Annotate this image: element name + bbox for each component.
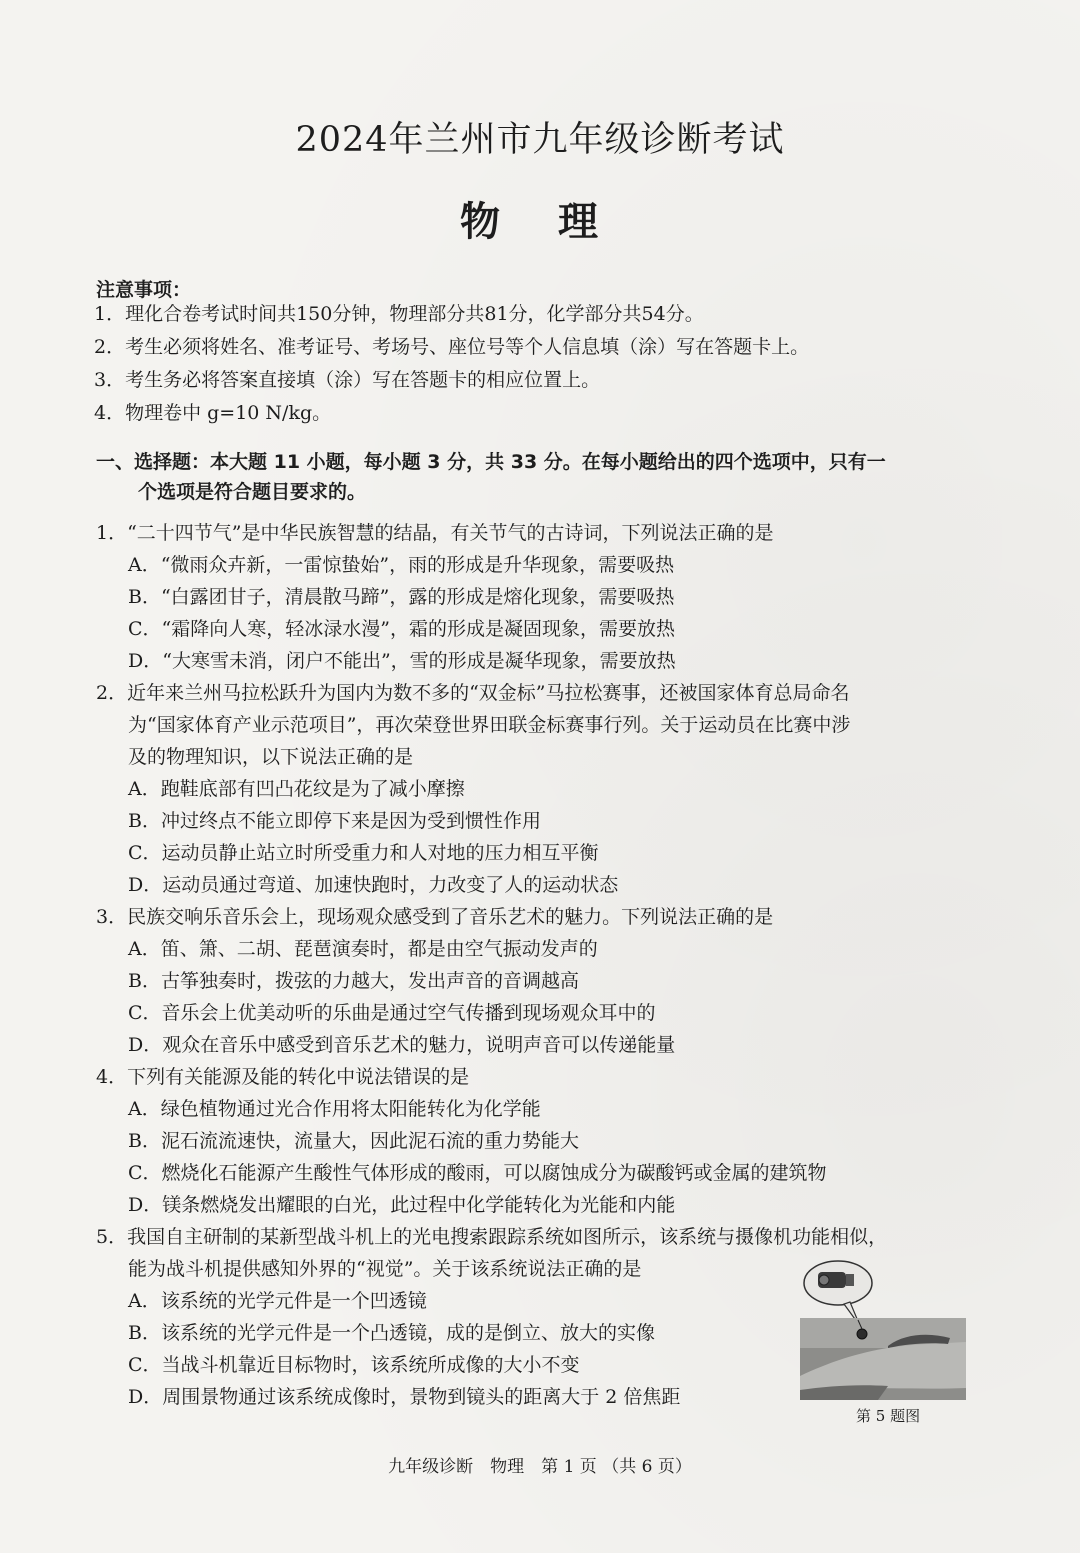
- section-heading-line: 一、选择题：本大题 11 小题，每小题 3 分，共 33 分。在每小题给出的四个选项中，只有一: [96, 451, 886, 473]
- question-4-option-d: D．镁条燃烧发出耀眼的白光，此过程中化学能转化为光能和内能: [128, 1194, 676, 1216]
- question-4-option-c: C．燃烧化石能源产生酸性气体形成的酸雨，可以腐蚀成分为碳酸钙或金属的建筑物: [128, 1162, 827, 1184]
- sensor-mount-icon: [857, 1329, 867, 1339]
- question-5-option-d: D．周围景物通过该系统成像时，景物到镜头的距离大于 2 倍焦距: [128, 1386, 681, 1408]
- question-4-option-a: A．绿色植物通过光合作用将太阳能转化为化学能: [128, 1098, 541, 1120]
- notice-item: 1．理化合卷考试时间共150分钟，物理部分共81分，化学部分共54分。: [94, 303, 704, 325]
- notice-item: 4．物理卷中 g=10 N/kg。: [94, 402, 332, 424]
- figure-caption: 第 5 题图: [856, 1407, 921, 1425]
- question-5-stem: 5．我国自主研制的某新型战斗机上的光电搜索跟踪系统如图所示，该系统与摄像机功能相似，: [96, 1226, 888, 1248]
- question-3-option-b: B．古筝独奏时，拨弦的力越大，发出声音的音调越高: [128, 970, 579, 992]
- section-heading: [96, 447, 996, 507]
- subject-title: 物 理: [460, 199, 620, 245]
- question-2-option-d: D．运动员通过弯道、加速快跑时，力改变了人的运动状态: [128, 874, 619, 896]
- question-1-option-c: C．“霜降向人寒，轻冰渌水漫”，霜的形成是凝固现象，需要放热: [128, 618, 675, 640]
- question-2-stem: 2．近年来兰州马拉松跃升为国内为数不多的“双金标”马拉松赛事，还被国家体育总局命名: [96, 682, 850, 704]
- notice-item: 3．考生务必将答案直接填（涂）写在答题卡的相应位置上。: [94, 369, 601, 391]
- question-4-stem: 4．下列有关能源及能的转化中说法错误的是: [96, 1066, 470, 1088]
- page-footer: 九年级诊断 物理 第 1 页 （共 6 页）: [388, 1457, 692, 1477]
- question-3-option-c: C．音乐会上优美动听的乐曲是通过空气传播到现场观众耳中的: [128, 1002, 656, 1024]
- question-1-stem: 1．“二十四节气”是中华民族智慧的结晶，有关节气的古诗词，下列说法正确的是: [96, 522, 774, 544]
- question-2-stem: 为“国家体育产业示范项目”，再次荣登世界田联金标赛事行列。关于运动员在比赛中涉: [128, 714, 851, 736]
- section-heading-line: 个选项是符合题目要求的。: [138, 481, 367, 503]
- exam-title: 2024年兰州市九年级诊断考试: [295, 120, 785, 160]
- question-2-option-c: C．运动员静止站立时所受重力和人对地的压力相互平衡: [128, 842, 599, 864]
- question-4-option-b: B．泥石流流速快，流量大，因此泥石流的重力势能大: [128, 1130, 579, 1152]
- question-5-option-b: B．该系统的光学元件是一个凸透镜，成的是倒立、放大的实像: [128, 1322, 655, 1344]
- question-5-stem: 能为战斗机提供感知外界的“视觉”。关于该系统说法正确的是: [128, 1258, 642, 1280]
- question-2-stem: 及的物理知识，以下说法正确的是: [128, 746, 414, 768]
- question-5-option-a: A．该系统的光学元件是一个凹透镜: [128, 1290, 427, 1312]
- question-3-stem: 3．民族交响乐音乐会上，现场观众感受到了音乐艺术的魅力。下列说法正确的是: [96, 906, 774, 928]
- question-1-option-b: B．“白露团甘子，清晨散马蹄”，露的形成是熔化现象，需要吸热: [128, 586, 675, 608]
- fighter-jet-figure: [798, 1258, 968, 1403]
- question-2-option-b: B．冲过终点不能立即停下来是因为受到惯性作用: [128, 810, 541, 832]
- question-5-option-c: C．当战斗机靠近目标物时，该系统所成像的大小不变: [128, 1354, 580, 1376]
- question-1-option-a: A．“微雨众卉新，一雷惊蛰始”，雨的形成是升华现象，需要吸热: [128, 554, 675, 576]
- notice-heading: 注意事项：: [96, 279, 192, 301]
- sensor-lens-icon: [819, 1275, 829, 1285]
- question-3-option-d: D．观众在音乐中感受到音乐艺术的魅力，说明声音可以传递能量: [128, 1034, 676, 1056]
- question-2-option-a: A．跑鞋底部有凹凸花纹是为了减小摩擦: [128, 778, 465, 800]
- notice-item: 2．考生必须将姓名、准考证号、考场号、座位号等个人信息填（涂）写在答题卡上。: [94, 336, 810, 358]
- question-3-option-a: A．笛、箫、二胡、琵琶演奏时，都是由空气振动发声的: [128, 938, 598, 960]
- question-1-option-d: D．“大寒雪未消，闭户不能出”，雪的形成是凝华现象，需要放热: [128, 650, 676, 672]
